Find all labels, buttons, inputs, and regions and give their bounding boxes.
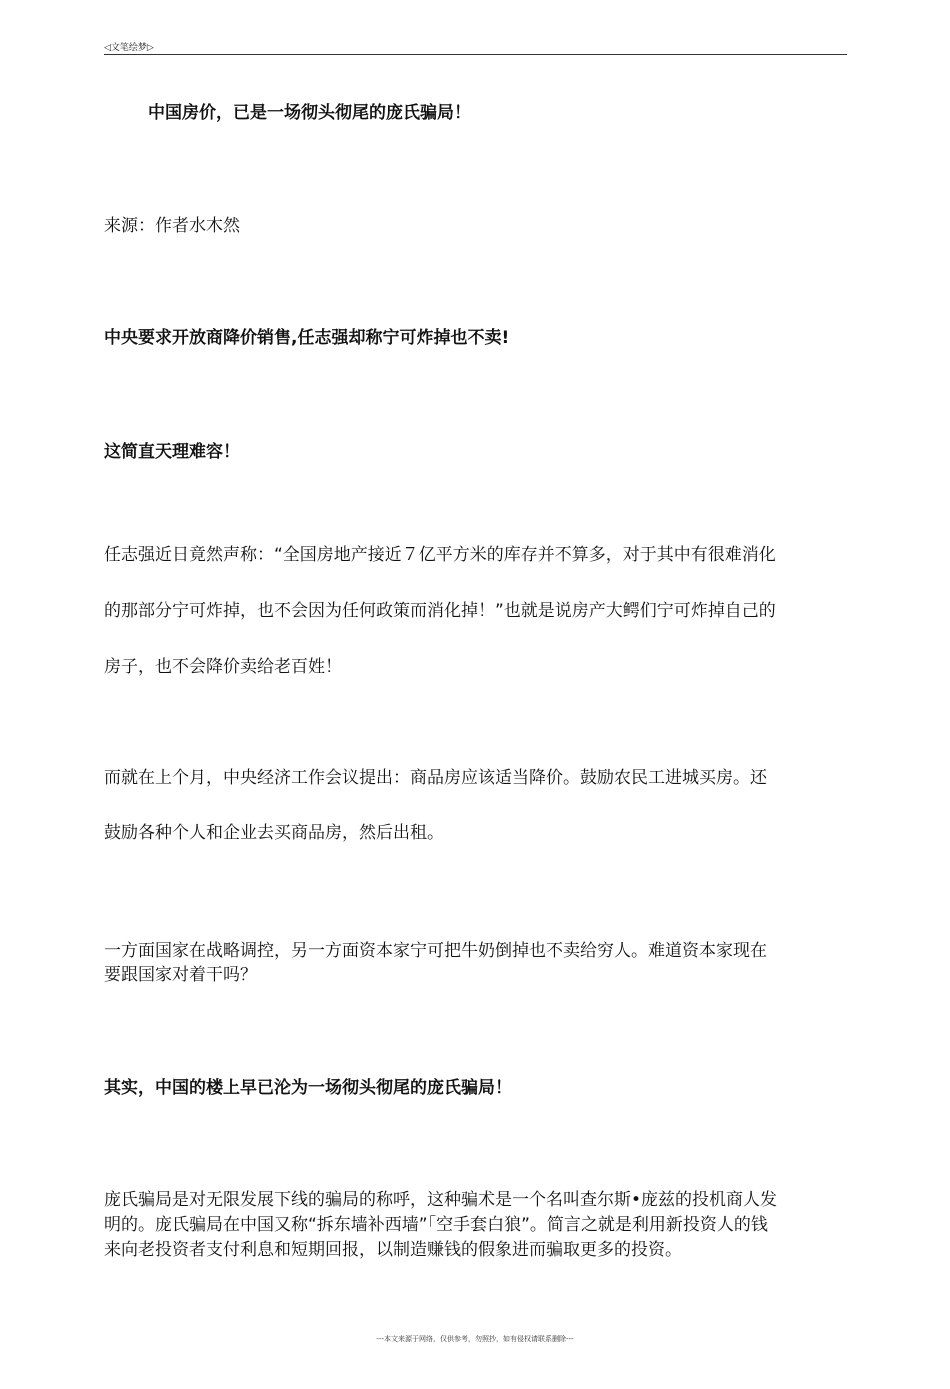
paragraph-line: 要跟国家对着干吗？ bbox=[104, 965, 257, 985]
paragraph-line: 任志强近日竟然声称：“全国房地产接近７亿平方米的库存并不算多，对于其中有很难消化 bbox=[104, 545, 776, 565]
source-line: 来源：作者水木然 bbox=[104, 216, 240, 236]
footer-note: ---本文来源于网络，仅供参考，勿照抄，如有侵权请联系删除--- bbox=[376, 1335, 574, 1343]
paragraph-line: 房子，也不会降价卖给老百姓！ bbox=[104, 657, 342, 677]
header-divider bbox=[104, 54, 847, 55]
heading-2: 这简直天理难容！ bbox=[104, 442, 240, 462]
paragraph-line: 庞氏骗局是对无限发展下线的骗局的称呼，这种骗术是一个名叫查尔斯•庞兹的投机商人发 bbox=[104, 1190, 778, 1210]
paragraph-line: 一方面国家在战略调控，另一方面资本家宁可把牛奶倒掉也不卖给穷人。难道资本家现在 bbox=[104, 941, 767, 961]
heading-3: 其实，中国的楼上早已沦为一场彻头彻尾的庞氏骗局！ bbox=[104, 1078, 512, 1098]
paragraph-line: 而就在上个月，中央经济工作会议提出：商品房应该适当降价。鼓励农民工进城买房。还 bbox=[104, 768, 767, 788]
paragraph-line: 的那部分宁可炸掉，也不会因为任何政策而消化掉！”也就是说房产大鳄们宁可炸掉自己的 bbox=[104, 601, 776, 621]
paragraph-line: 鼓励各种个人和企业去买商品房，然后出租。 bbox=[104, 823, 444, 843]
article-title: 中国房价，已是一场彻头彻尾的庞氏骗局！ bbox=[148, 103, 471, 123]
paragraph-line: 明的。庞氏骗局在中国又称“拆东墙补西墙”「空手套白狼”。简言之就是利用新投资人的钱 bbox=[104, 1215, 768, 1235]
heading-1: 中央要求开放商降价销售,任志强却称宁可炸掉也不卖! bbox=[104, 328, 510, 348]
header-label: ◁文笔绘梦▷ bbox=[104, 43, 154, 53]
paragraph-line: 来向老投资者支付利息和短期回报，以制造赚钱的假象进而骗取更多的投资。 bbox=[104, 1240, 682, 1260]
